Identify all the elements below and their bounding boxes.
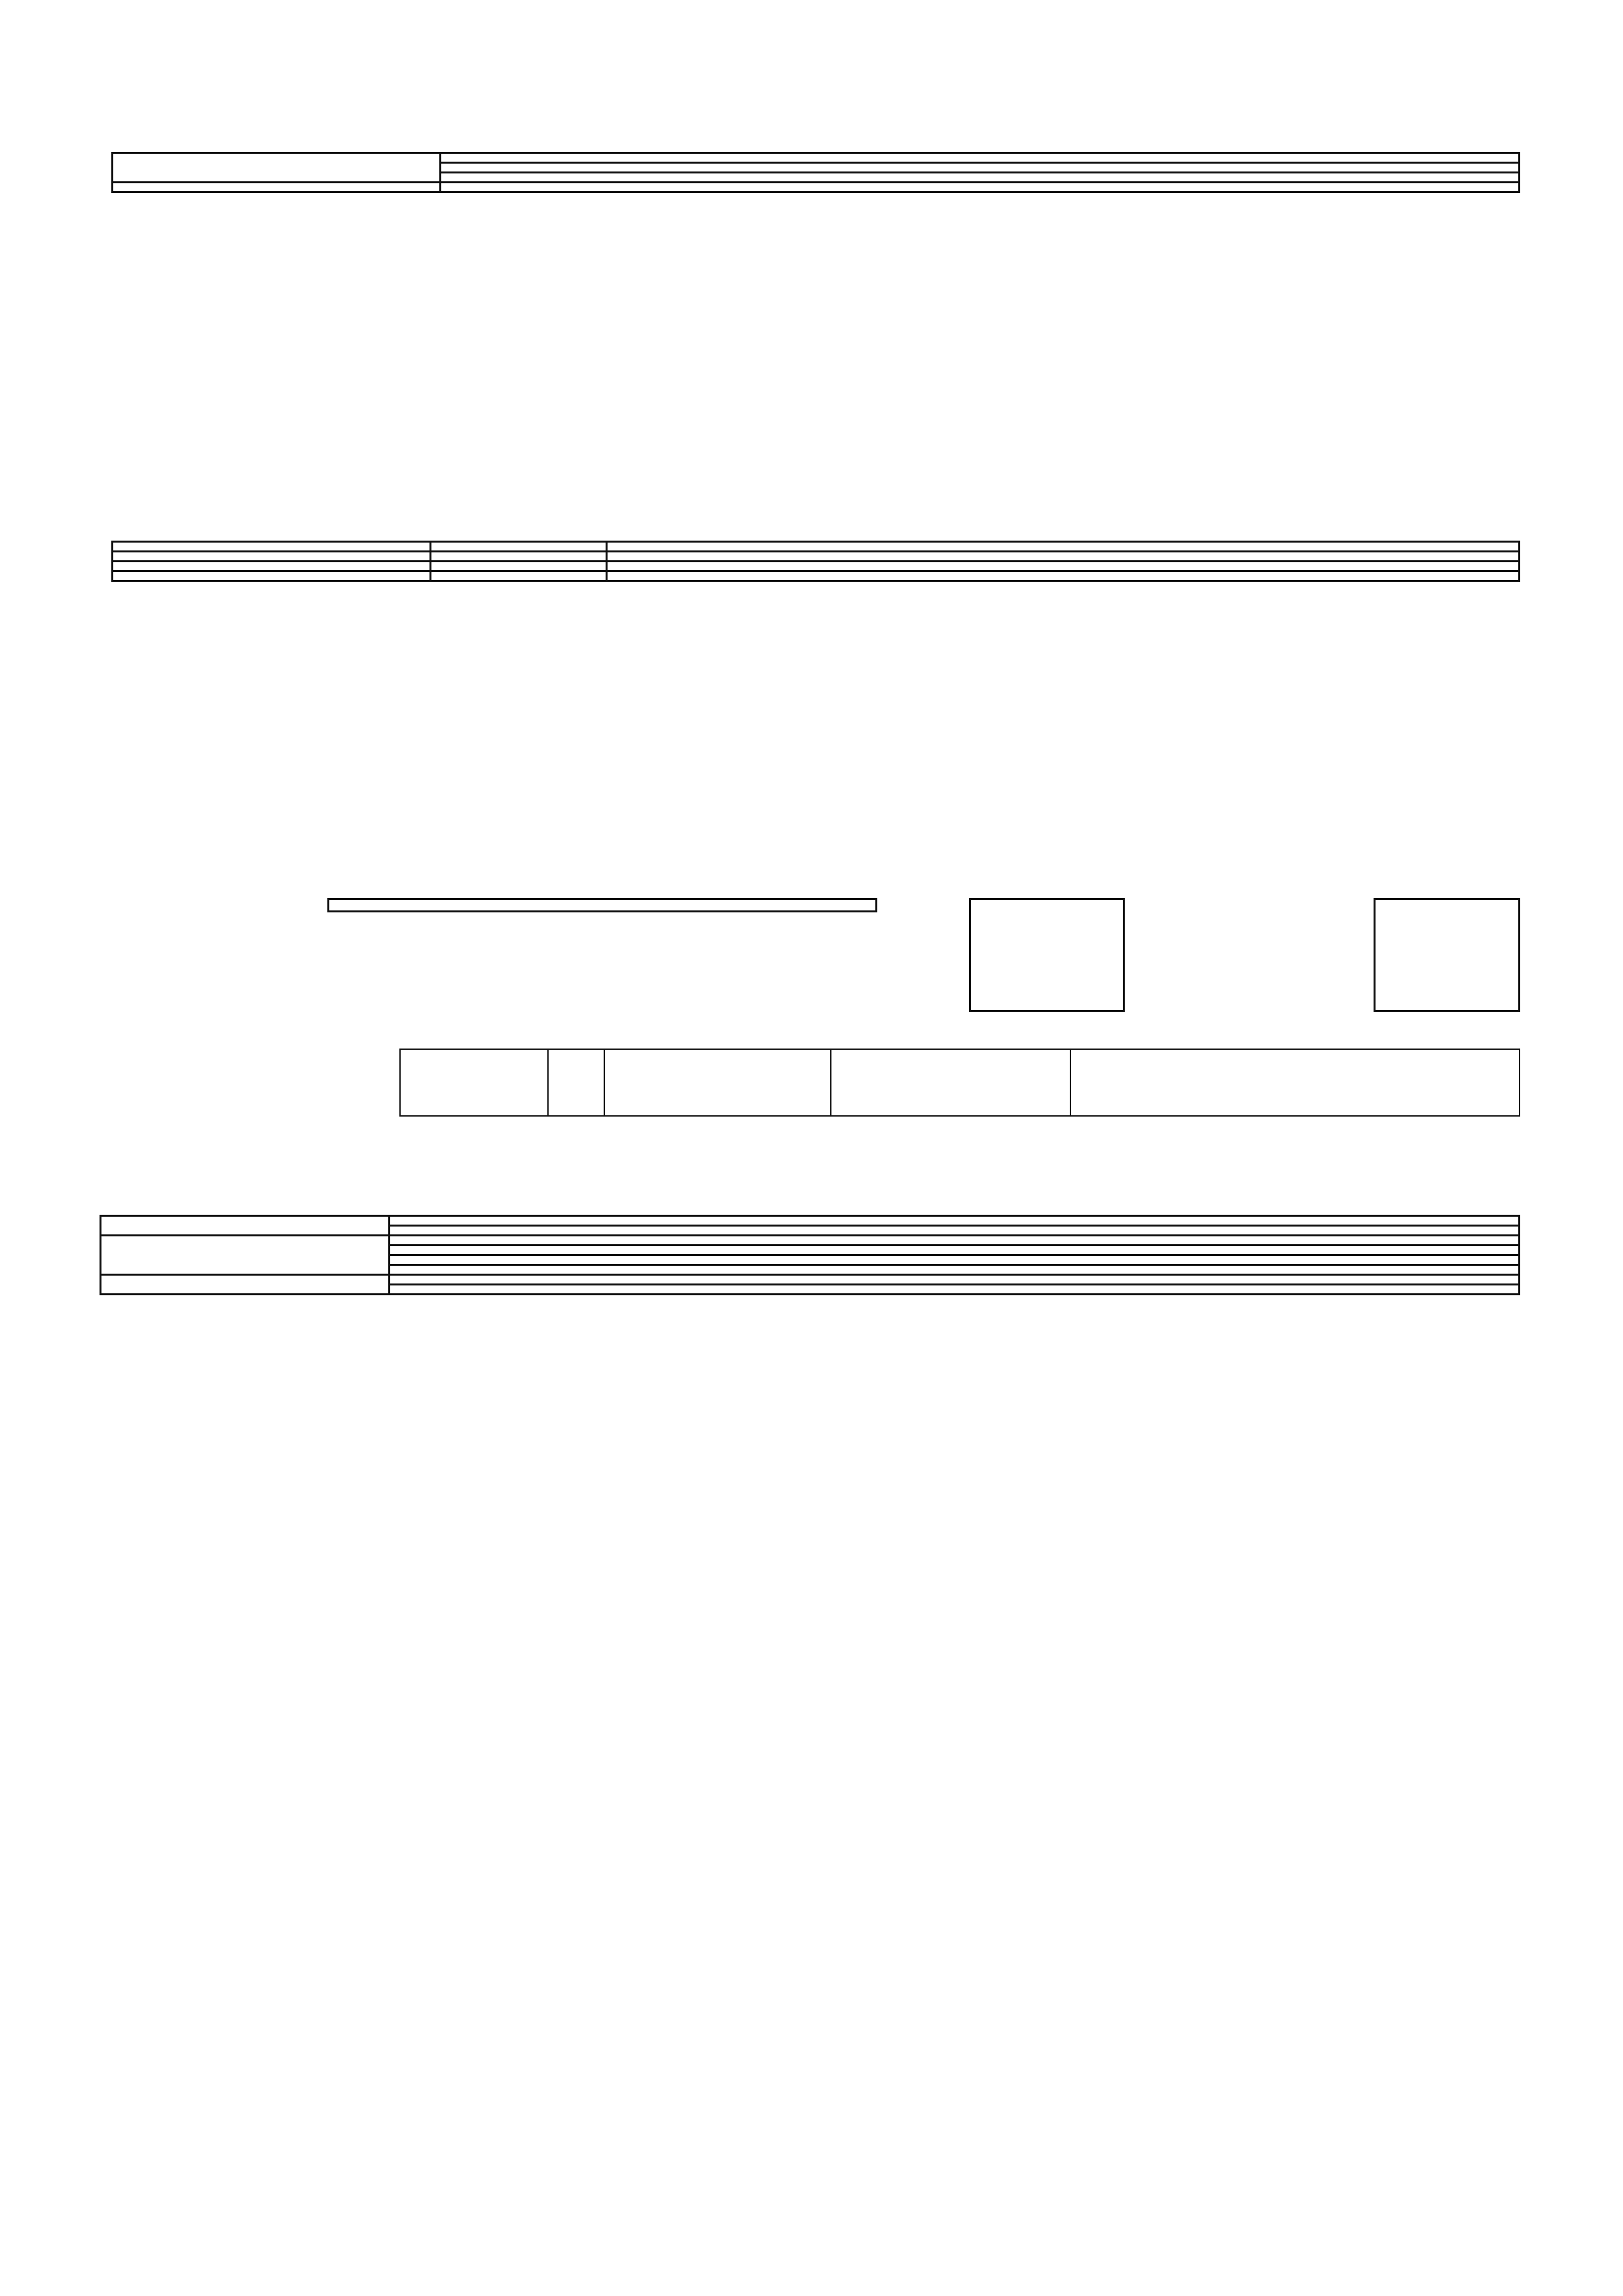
level-value — [1375, 899, 1520, 1011]
borrowed-label — [604, 1049, 831, 1116]
table-cell — [390, 1216, 1520, 1226]
original-label — [400, 1049, 548, 1116]
additional-characteristics-table — [111, 541, 1520, 582]
column-header — [431, 542, 607, 552]
origin-code-cell — [831, 1049, 1070, 1116]
original-mark — [548, 1049, 604, 1116]
table-cell — [390, 1246, 1520, 1255]
column-header — [113, 542, 431, 552]
code-value — [970, 899, 1124, 1011]
row-label — [101, 1236, 390, 1275]
table-cell — [390, 1275, 1520, 1285]
table-cell — [441, 173, 1520, 183]
table-row — [113, 552, 1520, 562]
labor-function-details-table — [100, 1215, 1520, 1295]
table-cell — [441, 153, 1520, 163]
row-label — [113, 183, 441, 192]
table-cell — [607, 571, 1520, 581]
table-row — [113, 153, 1520, 163]
reg-number-cell — [1070, 1049, 1520, 1116]
table-row — [101, 1236, 1520, 1246]
table-row — [101, 1216, 1520, 1226]
table-row — [113, 183, 1520, 192]
table-cell — [431, 562, 607, 571]
table-cell — [431, 552, 607, 562]
table-cell — [431, 571, 607, 581]
table-cell — [607, 562, 1520, 571]
table-cell — [390, 1226, 1520, 1236]
qualification-requirements-table — [111, 152, 1520, 193]
table-cell — [390, 1236, 1520, 1246]
function-name-box — [327, 898, 877, 912]
table-cell — [113, 552, 431, 562]
table-row — [101, 1275, 1520, 1285]
origin-table — [399, 1049, 1520, 1117]
row-label — [101, 1216, 390, 1236]
level-box — [1374, 898, 1520, 1012]
table-cell — [607, 552, 1520, 562]
table-cell — [441, 163, 1520, 173]
function-name-value — [329, 899, 877, 912]
code-box — [969, 898, 1125, 1012]
column-header — [607, 542, 1520, 552]
row-label — [113, 153, 441, 183]
table-row — [113, 562, 1520, 571]
table-row — [113, 571, 1520, 581]
table-cell — [390, 1285, 1520, 1295]
row-label — [101, 1275, 390, 1295]
table-cell — [113, 571, 431, 581]
table-cell — [390, 1265, 1520, 1275]
table-cell — [390, 1255, 1520, 1265]
table-cell — [441, 183, 1520, 192]
table-header-row — [113, 542, 1520, 552]
table-cell — [113, 562, 431, 571]
